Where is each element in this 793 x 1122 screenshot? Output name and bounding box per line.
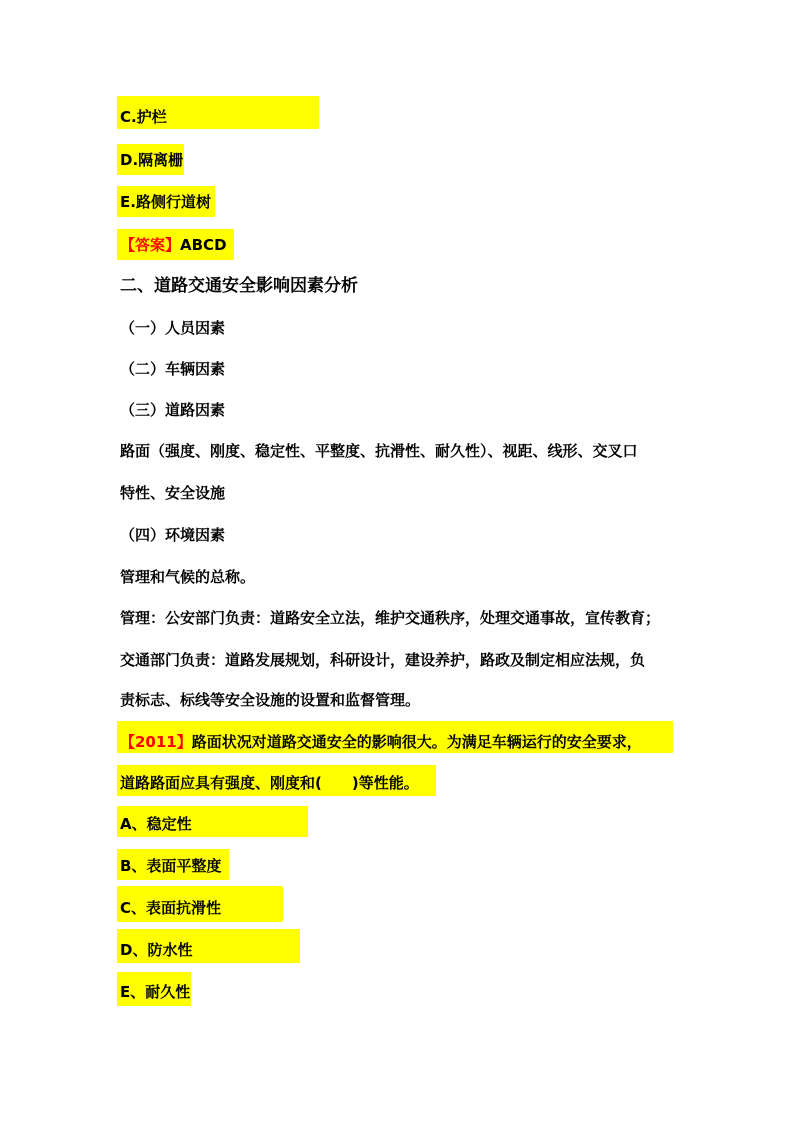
answer-value: ABCD [180, 236, 227, 254]
option-e: E、耐久性 [120, 983, 191, 1001]
option-b: B、表面平整度 [120, 857, 222, 875]
answer-label: 【答案】 [120, 236, 181, 254]
option-a: A、稳定性 [120, 815, 192, 833]
management-text-2: 交通部门负责：道路发展规划，科研设计，建设养护，路政及制定相应法规，负 [120, 651, 646, 669]
answer-line [120, 235, 227, 255]
road-factor-text-2: 特性、安全设施 [120, 484, 226, 502]
management-text-3: 责标志、标线等安全设施的设置和监督管理。 [120, 691, 421, 709]
env-factor-text: 管理和气候的总称。 [120, 568, 256, 586]
option-c: C、表面抗滑性 [120, 899, 222, 917]
env-factor-title: （四）环境因素 [120, 526, 226, 544]
option-d-prev: D.隔离栅 [120, 151, 184, 169]
road-factor-text-1: 路面（强度、刚度、稳定性、平整度、抗滑性、耐久性）、视距、线形、交叉口 [120, 442, 638, 460]
question-text-1: 路面状况对道路交通安全的影响很大。为满足车辆运行的安全要求， [191, 733, 642, 751]
question-year: 【2011】 [120, 733, 192, 751]
section-title: 二、道路交通安全影响因素分析 [120, 276, 358, 296]
option-e-prev: E.路侧行道树 [120, 193, 211, 211]
question-text-2: 道路路面应具有强度、刚度和( )等性能。 [120, 774, 419, 792]
factor-item-2: （二）车辆因素 [120, 360, 226, 378]
option-c-prev: C.护栏 [120, 108, 167, 126]
management-text-1: 管理：公安部门负责：道路安全立法，维护交通秩序，处理交通事故，宣传教育； [120, 609, 661, 627]
question-line-1 [120, 732, 642, 752]
factor-item-1: （一）人员因素 [120, 319, 226, 337]
option-d: D、防水性 [120, 941, 193, 959]
factor-item-3: （三）道路因素 [120, 401, 226, 419]
